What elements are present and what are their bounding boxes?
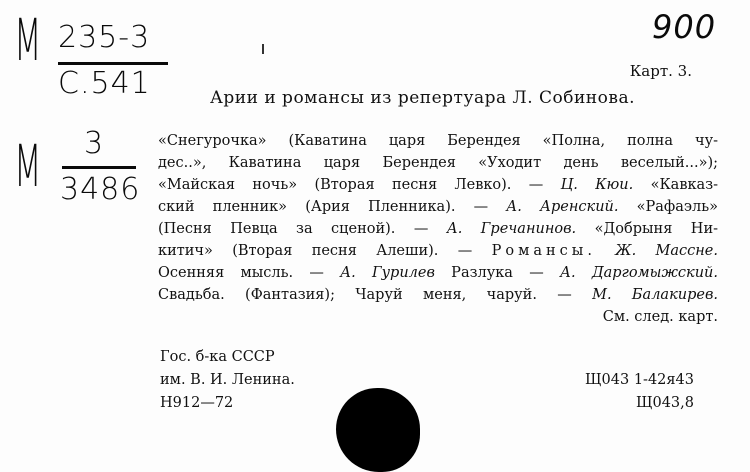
card-title: Арии и романсы из репертуара Л. Собинова. <box>210 88 635 108</box>
card-body <box>158 130 718 328</box>
body-text-run: «Майская ночь» (Вторая песня Левко). — <box>158 177 561 193</box>
body-line <box>158 130 718 152</box>
body-line <box>158 240 718 262</box>
footer-right-line: Щ043,8 <box>635 395 694 411</box>
body-text-run: дес..», Каватина царя Берендея «Уходит день веселый...»); <box>158 155 718 171</box>
handwritten-code-bottom: 3486 <box>60 172 141 207</box>
body-text-run: «Кавказ- <box>633 177 718 193</box>
author-name: А. Даргомыжский. <box>559 265 718 281</box>
body-text-run: Романсы. <box>491 243 596 259</box>
author-name: Ц. Кюи. <box>560 177 634 193</box>
author-name: А. Аренский. <box>506 199 619 215</box>
body-line <box>158 262 718 284</box>
body-text-run: «Рафаэль» <box>618 199 718 215</box>
body-text-run: См. след. карт. <box>602 309 718 325</box>
footer-right-line: Щ043 1-42я43 <box>584 372 694 388</box>
footer-left-line: Гос. б-ка СССР <box>160 349 275 365</box>
footer-right <box>585 369 694 415</box>
body-line <box>158 306 718 328</box>
handwritten-code-bottom-top: 3 <box>84 126 105 161</box>
body-text-run: Разлука — <box>434 265 560 281</box>
body-text-run: «Снегурочка» (Каватина царя Берендея «Полна, полна чу- <box>158 133 718 149</box>
author-name: А. Гречанинов. <box>446 221 577 237</box>
author-name: М. Балакирев. <box>592 287 718 303</box>
body-text-run: Свадьба. (Фантазия); Чаруй меня, чаруй. — <box>158 287 593 303</box>
handwritten-rule-top <box>58 62 168 65</box>
punch-mark <box>262 44 264 54</box>
body-text-run <box>596 243 615 259</box>
body-text-run: ский пленник» (Ария Пленника). — <box>158 199 507 215</box>
footer-left-line: им. В. И. Ленина. <box>160 372 295 388</box>
body-text-run: (Песня Певца за сценой). — <box>158 221 447 237</box>
author-name: А. Гурилев <box>340 265 435 281</box>
handwritten-rule-bottom <box>62 166 136 169</box>
handwritten-m-bottom: М <box>14 132 43 200</box>
body-text-run: «Добрыня Ни- <box>576 221 719 237</box>
handwritten-code-top: 235-3 <box>58 20 151 55</box>
footer-left <box>160 346 295 415</box>
body-text-run: Осенняя мысль. — <box>158 265 341 281</box>
ink-blot <box>336 388 420 472</box>
body-line <box>158 218 718 240</box>
handwritten-m-top: М <box>14 6 43 74</box>
body-line <box>158 152 718 174</box>
footer-left-line: Н912—72 <box>160 395 234 411</box>
body-line <box>158 174 718 196</box>
author-name: Ж. Массне. <box>615 243 718 259</box>
body-line <box>158 284 718 306</box>
body-line <box>158 196 718 218</box>
handwritten-corner-number: 900 <box>652 8 717 46</box>
handwritten-code-top-bottom: С.541 <box>58 66 151 101</box>
card-label: Карт. 3. <box>629 62 692 80</box>
body-text-run: китич» (Вторая песня Алеши). — <box>158 243 492 259</box>
